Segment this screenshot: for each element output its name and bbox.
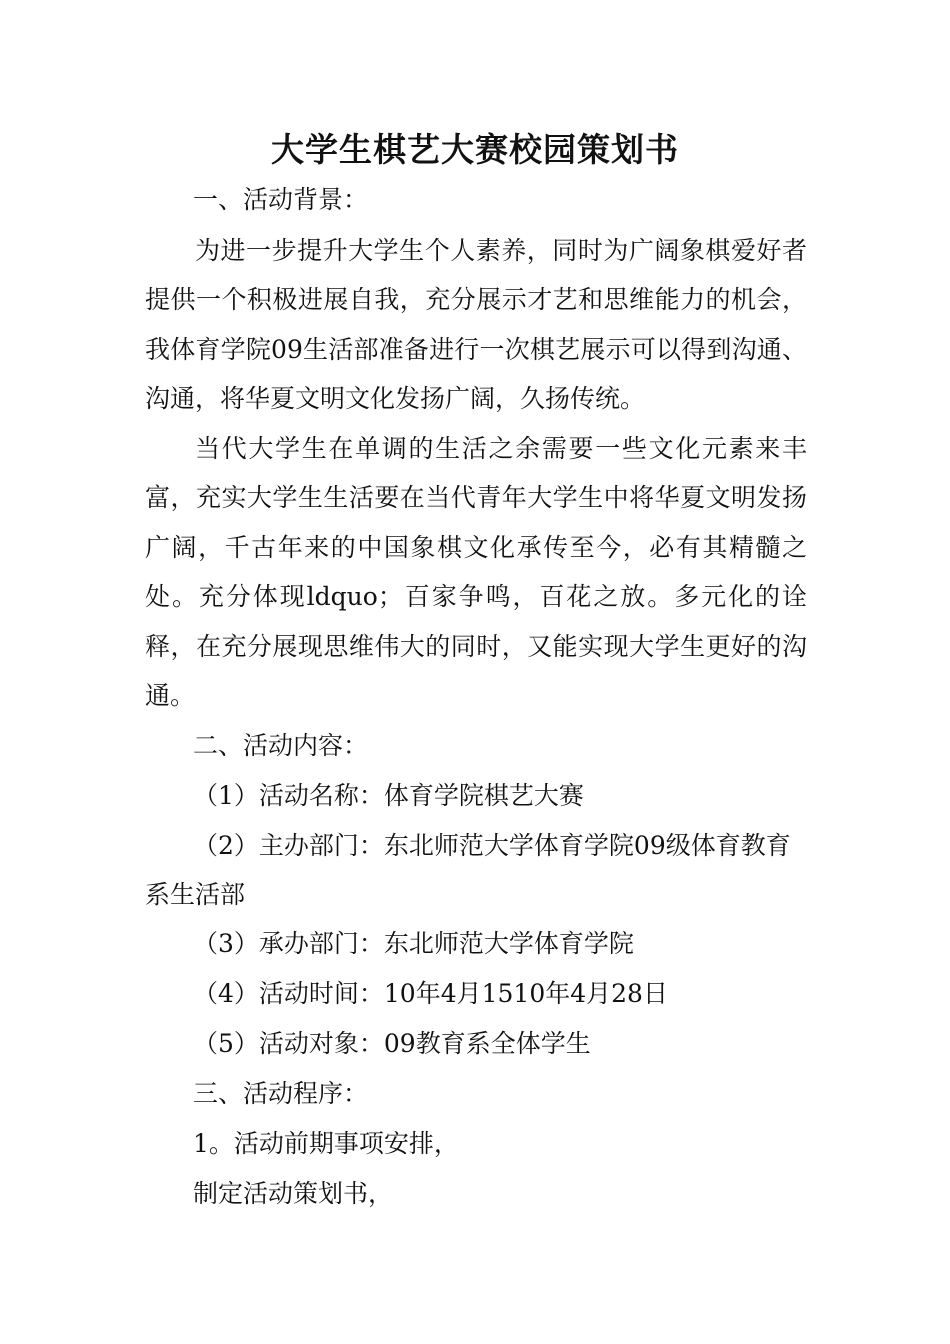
procedure-step-1-detail: 制定活动策划书， [193,1179,394,1208]
list-item-activity-name: （1）活动名称：体育学院棋艺大赛 [193,781,584,810]
list-item-activity-time: （4）活动时间：10年4月1510年4月28日 [193,979,668,1008]
list-item-host-line2: 系生活部 [145,880,246,909]
list-item-organizer: （3）承办部门：东北师范大学体育学院 [193,929,634,958]
list-item-audience: （5）活动对象：09教育系全体学生 [193,1029,591,1058]
section-heading-background: 一、活动背景： [193,185,369,214]
section-heading-content: 二、活动内容： [193,731,369,760]
paragraph-background-2: 当代大学生在单调的生活之余需要一些文化元素来丰富，充实大学生生活要在当代青年大学生中将华夏文明发扬广阔，千古年来的中国象棋文化承传至今，必有其精髓之处。充分体现ldquo；百家争鸣，百花之放。多元化的诠释，在充分展现思维伟大的同时，又能实现大学生更好的沟通。 [145,434,807,711]
procedure-step-1: 1。活动前期事项安排， [193,1129,459,1158]
section-heading-procedure: 三、活动程序： [193,1079,369,1108]
document-title: 大学生棋艺大赛校园策划书 [271,130,679,169]
paragraph-background-1: 为进一步提升大学生个人素养，同时为广阔象棋爱好者提供一个积极进展自我，充分展示才艺和思维能力的机会，我体育学院09生活部准备进行一次棋艺展示可以得到沟通、沟通，将华夏文明文化发扬广阔，久扬传统。 [145,236,807,414]
list-item-host-line1: （2）主办部门：东北师范大学体育学院09级体育教育 [193,831,791,860]
